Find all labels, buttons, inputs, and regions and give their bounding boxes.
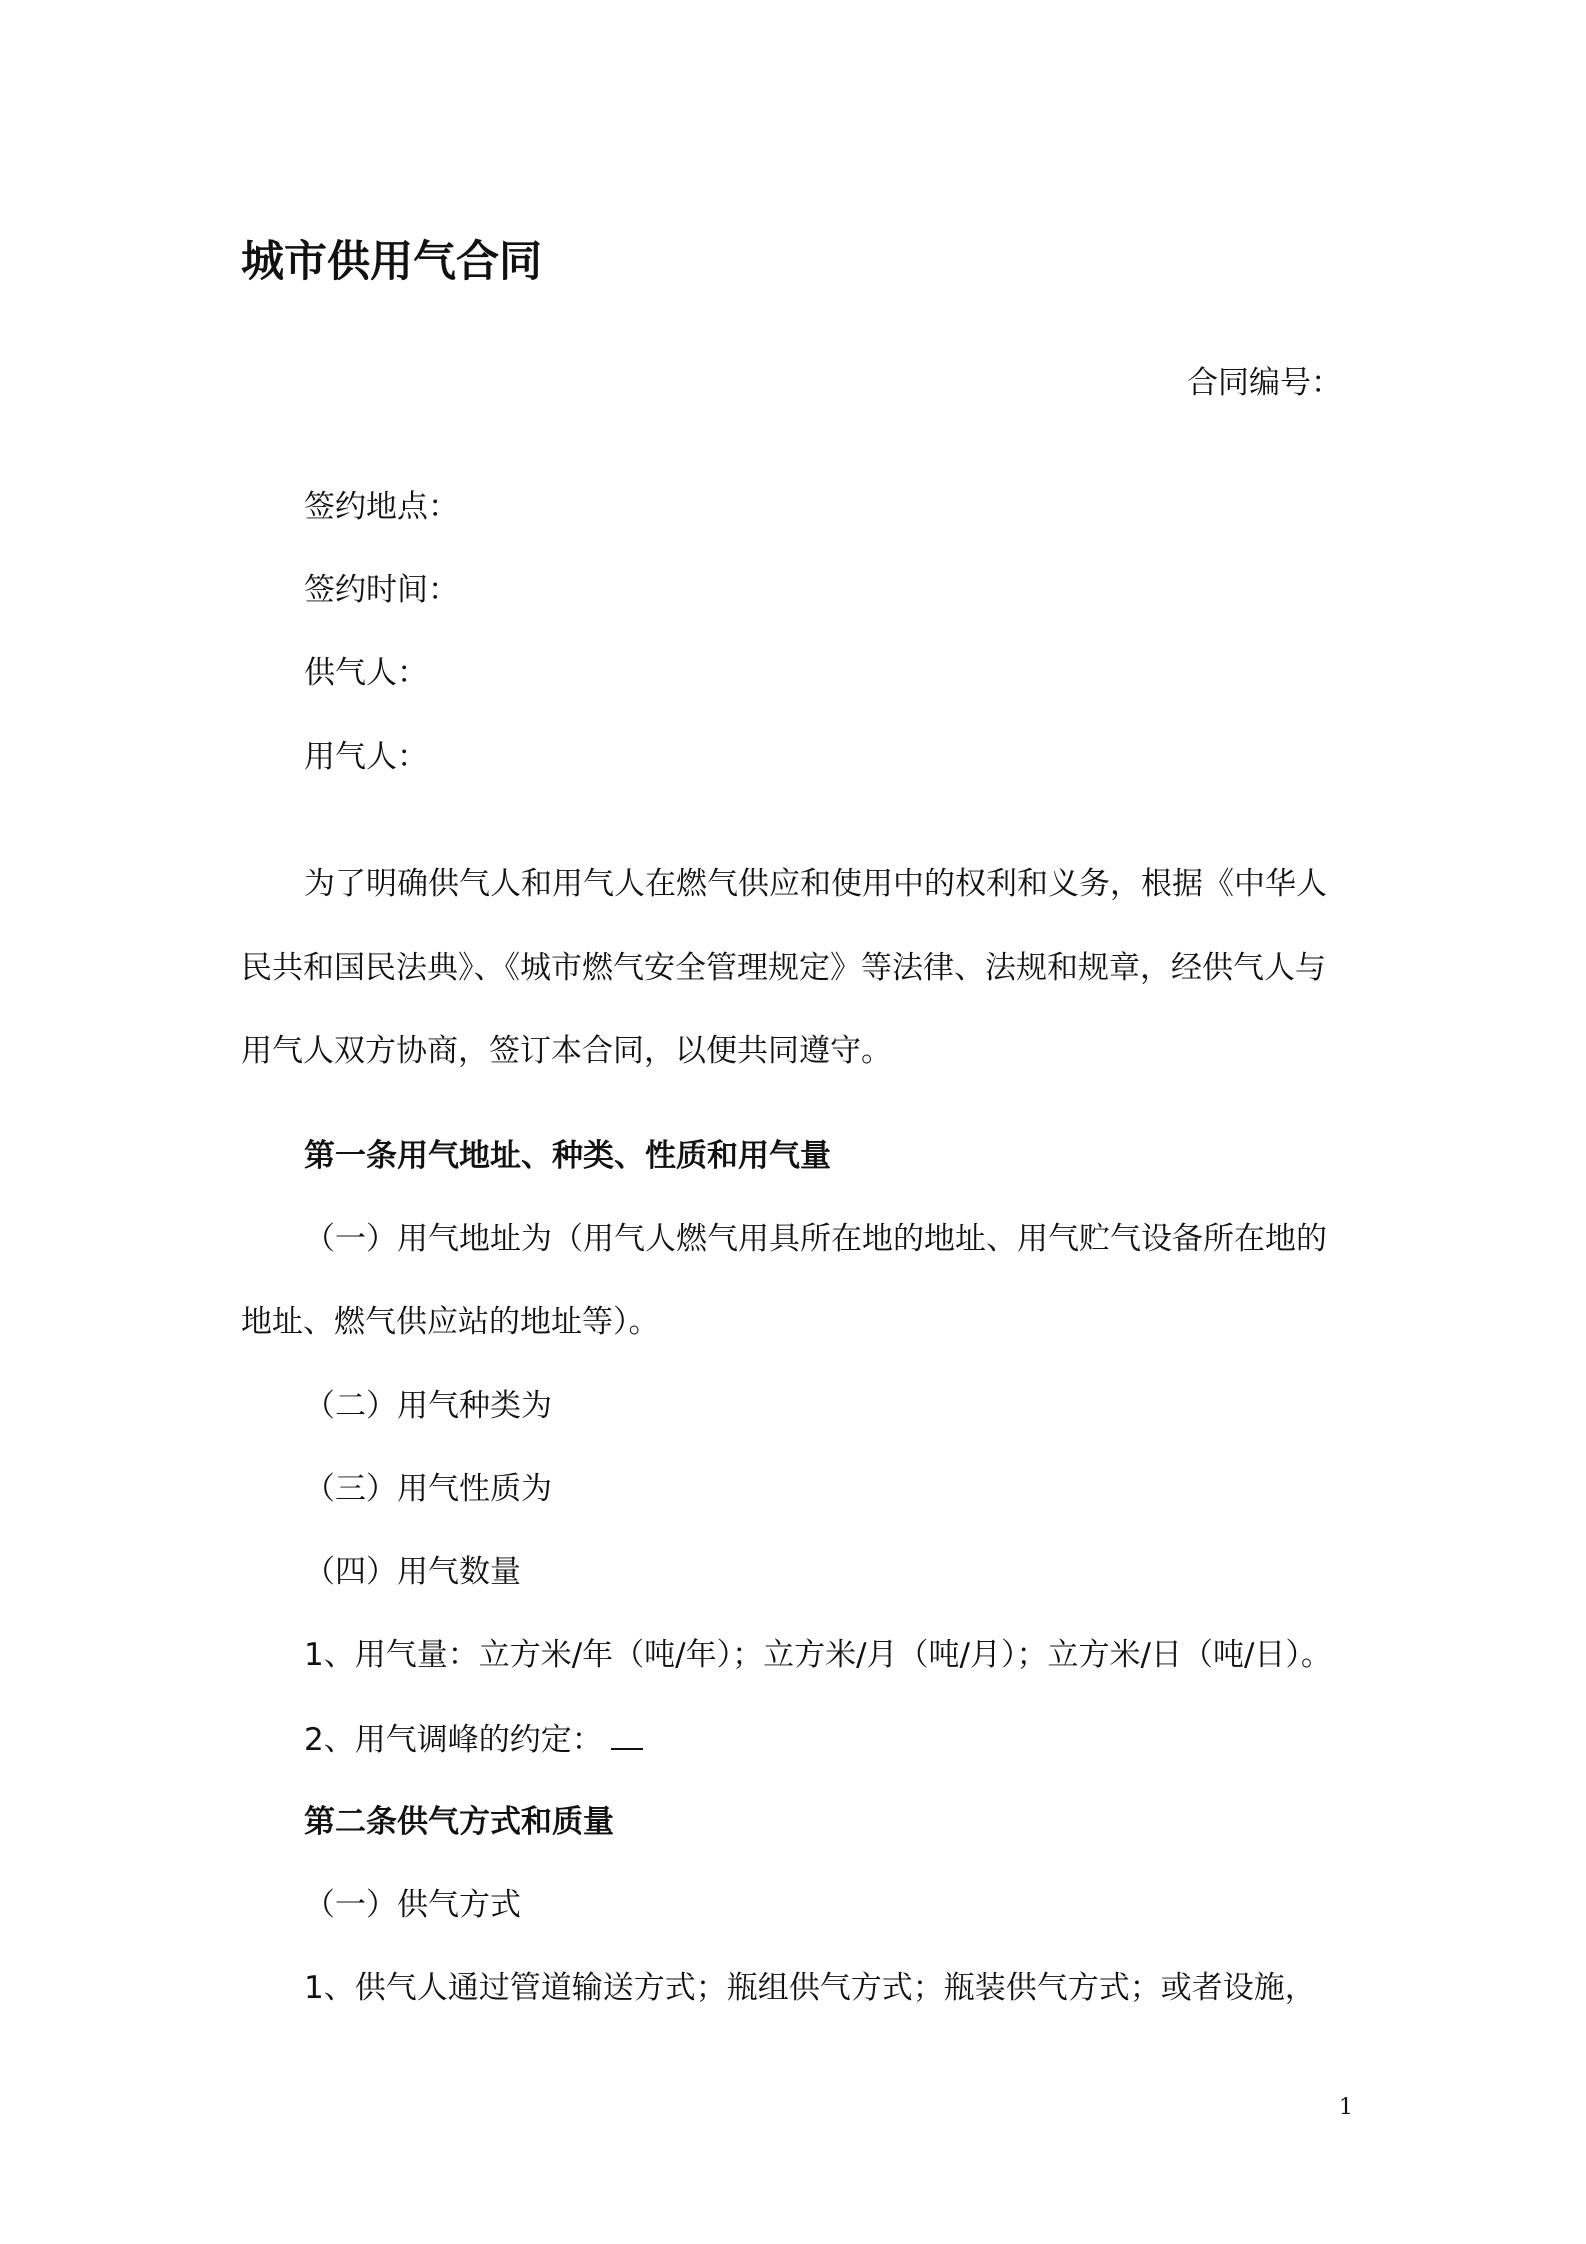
user-field: 用气人： — [304, 739, 428, 775]
contract-number-label: 合同编号： — [1187, 365, 1342, 401]
article-subitem: 1、供气人通过管道输送方式；瓶组供气方式；瓶装供气方式；或者设施， — [304, 1970, 1316, 2006]
blank-underline — [611, 1718, 643, 1750]
preamble-line: 为了明确供气人和用气人在燃气供应和使用中的权利和义务，根据《中华人 — [304, 866, 1327, 902]
article-heading: 第二条供气方式和质量 — [304, 1804, 614, 1840]
article-item: （三）用气性质为 — [304, 1471, 552, 1507]
page-number: 1 — [1339, 2095, 1353, 2120]
article-heading: 第一条用气地址、种类、性质和用气量 — [304, 1138, 831, 1174]
article-item: （一）供气方式 — [304, 1887, 521, 1923]
peak-shaving-label: 2、用气调峰的约定： — [304, 1722, 603, 1758]
article-item: （二）用气种类为 — [304, 1388, 552, 1424]
sign-place-field: 签约地点： — [304, 489, 459, 525]
article-item: （一）用气地址为（用气人燃气用具所在地的地址、用气贮气设备所在地的 — [304, 1221, 1327, 1257]
article-subitem — [304, 1718, 643, 1760]
preamble-line: 用气人双方协商，签订本合同，以便共同遵守。 — [241, 1033, 892, 1069]
preamble-line: 民共和国民法典》、《城市燃气安全管理规定》等法律、法规和规章，经供气人与 — [241, 950, 1326, 986]
document-title: 城市供用气合同 — [241, 237, 542, 287]
article-subitem: 1、用气量：立方米/年（吨/年）；立方米/月（吨/月）；立方米/日（吨/日）。 — [304, 1637, 1332, 1673]
article-item: （四）用气数量 — [304, 1554, 521, 1590]
article-item: 地址、燃气供应站的地址等）。 — [241, 1304, 660, 1340]
supplier-field: 供气人： — [304, 655, 428, 691]
sign-time-field: 签约时间： — [304, 572, 459, 608]
